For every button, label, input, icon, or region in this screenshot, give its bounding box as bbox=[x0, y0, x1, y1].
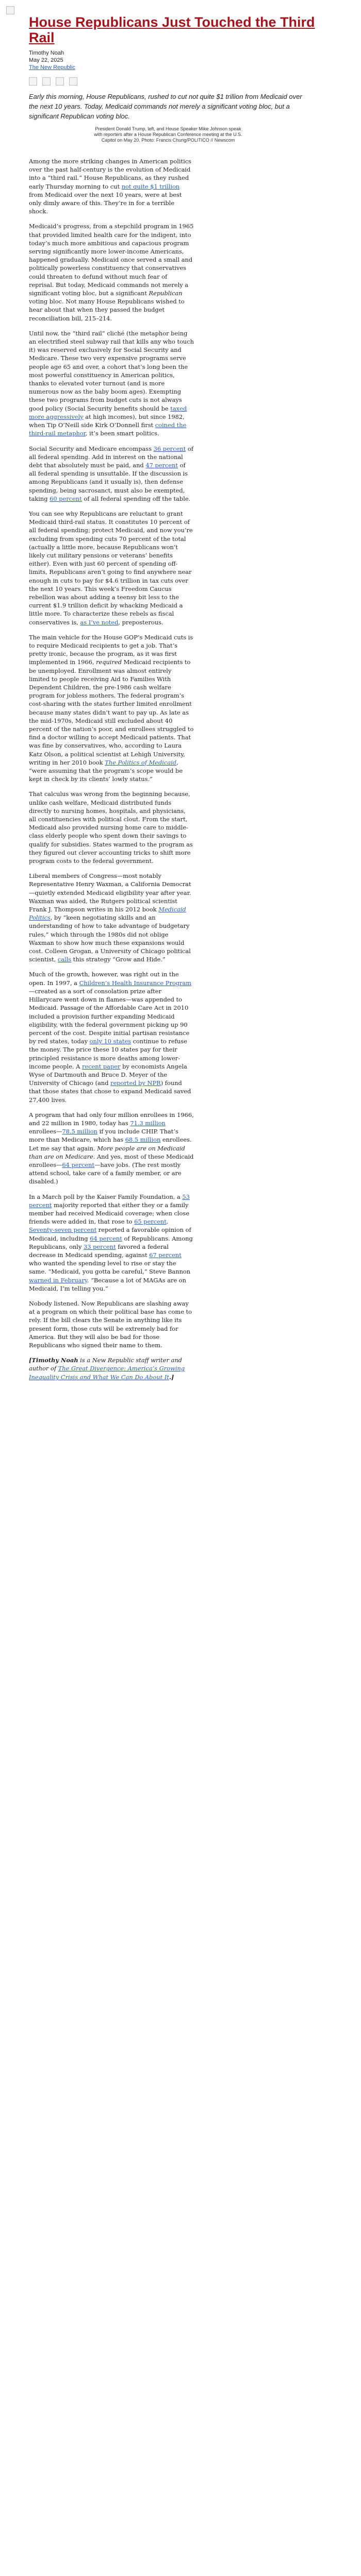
article-title[interactable]: House Republicans Just Touched the Third Rail bbox=[29, 14, 315, 45]
text-run: New Republic bbox=[92, 1357, 134, 1364]
text-run: A program that had only four million enrollees in 1966, and 22 million in 1980, today has bbox=[29, 1111, 194, 1127]
text-run: [Timothy Noah bbox=[29, 1357, 78, 1364]
text-run: The main vehicle for the House GOP’s Medicaid cuts is to require Medicaid recipients to get a job. That’s pretty ironic, because the program, as it was first implemented in 1966, bbox=[29, 633, 193, 666]
article-header bbox=[29, 14, 338, 143]
inline-link[interactable]: calls bbox=[57, 956, 72, 963]
share-twitter-icon[interactable] bbox=[42, 77, 51, 86]
text-run: favored a federal decrease in Medicaid spending, against bbox=[29, 1243, 169, 1259]
inline-link[interactable]: 71.3 million bbox=[130, 1119, 166, 1127]
inline-link[interactable]: recent paper bbox=[82, 1062, 121, 1070]
inline-link[interactable]: taxed more aggressively bbox=[29, 404, 187, 420]
share-icons bbox=[29, 77, 338, 86]
text-run: majority reported that either they or a family member had received Medicaid coverage; when close friends were added in, that rose to bbox=[29, 1201, 189, 1226]
article-paragraph bbox=[29, 790, 194, 865]
text-run: More people are on Medicaid than are on Medicare bbox=[29, 1144, 185, 1160]
text-run: Much of the growth, however, was right out in the open. In 1997, a bbox=[29, 971, 179, 987]
article-paragraph bbox=[29, 872, 194, 963]
text-run: In a March poll by the Kaiser Family Foundation, a bbox=[29, 1193, 183, 1200]
inline-link[interactable]: 47 percent bbox=[145, 461, 178, 469]
text-run: . “Because a lot of MAGAs are on Medicaid, I’m telling you.” bbox=[29, 1276, 186, 1292]
text-run: Medicaid recipients to be unemployed. Enrollment was almost entirely limited to people receiving Aid to Families With Dependent Children, the pre-1986 cash welfare program for jobless mothers. The federal program’s cost-sharing with the states further limited enrollment because many states didn’t want to pay up. As late as the mid-1970s, Medicaid still excluded about 40 percent of the nation’s poor, and enrollees struggled to find a doctor willing to accept Medicaid patients. That was fine by conservatives, who, according to Laura Katz Olson, a political scientist at Lehigh University, writing in her 2010 book bbox=[29, 658, 194, 766]
text-run: Social Security and Medicare encompass bbox=[29, 445, 154, 452]
share-email-icon[interactable] bbox=[56, 77, 64, 86]
article-paragraph bbox=[29, 1299, 194, 1349]
article-paragraph bbox=[29, 329, 194, 438]
text-run: Until now, the “third rail” cliché (the metaphor being an electrified steel subway rail that kills any who touch it) was reserved exclusively for Social Security and Medicare. These two very expensive programs serve people age 65 and over, a cohort that’s long been the most powerful constituency in American politics, thanks to elevated voter turnout (and is more numerous now as the baby boom ages). Exempting these two programs from budget cuts is not always good policy (Social Security benefits should be bbox=[29, 329, 194, 412]
text-run: reported a favorable opinion of Medicaid, including bbox=[29, 1226, 191, 1242]
inline-link[interactable]: 53 percent bbox=[29, 1193, 190, 1209]
text-run: That calculus was wrong from the beginning because, unlike cash welfare, Medicaid distributed funds directly to nursing homes, hospitals, and physicians, all constituencies with political clout. From the start, Medicaid also provided nursing home care to middle-class elderly people who spent down their savings to qualify for subsidies. States warmed to the program as they figured out clever accounting tricks to shift more program costs to the federal government. bbox=[29, 790, 193, 865]
inline-link[interactable]: warned in February bbox=[29, 1276, 87, 1284]
share-link-icon[interactable] bbox=[69, 77, 77, 86]
inline-link[interactable]: reported by NPR bbox=[110, 1079, 161, 1087]
text-run: of all federal spending off the table. bbox=[81, 495, 191, 502]
text-run: of all federal spending. Add in interest on the national debt that absolutely must be paid, and bbox=[29, 445, 193, 469]
article-paragraph bbox=[29, 157, 194, 215]
inline-link[interactable]: not quite $1 trillion bbox=[121, 182, 180, 190]
author-name: Timothy Noah bbox=[29, 50, 64, 56]
inline-link[interactable]: coined the third-rail metaphor bbox=[29, 421, 187, 437]
inline-link[interactable]: only 10 states bbox=[89, 1038, 132, 1045]
article-paragraph bbox=[29, 222, 194, 322]
text-run: —created as a sort of consolation prize after Hillarycare went down in flames—was appended to Medicaid. Passage of the Affordable Care Act in 2010 included a provision further expanding Medicaid eligibility, with the federal government picking up 90 percent of the cost. Despite initial partisan resistance by red states, today bbox=[29, 987, 190, 1045]
text-run: if you include CHIP. That’s more than Medicare, which has bbox=[29, 1128, 178, 1144]
inline-link[interactable]: 78.5 million bbox=[62, 1128, 97, 1136]
publication-link[interactable]: The New Republic bbox=[29, 64, 75, 71]
inline-link[interactable]: 36 percent bbox=[153, 445, 186, 452]
text-run: Medicaid’s progress, from a stepchild program in 1965 that provided limited health care for the indigent, into today’s much more ambitious and capacious program serving significantly more lower-income Americans, happened gradually. Medicaid once served a small and politically powerless constituency that conservatives could threaten to defund without much fear of reprisal. But today, Medicaid commands not merely a significant voting bloc, but a significant bbox=[29, 223, 194, 297]
photo-caption: President Donald Trump, left, and House Speaker Mike Johnson speak with reporters after a House Republican Conference meeting at the U.S. Capitol on May 20. Photo: Francis Chung/POLITICO // Newscom bbox=[94, 126, 242, 143]
inline-link[interactable]: 67 percent bbox=[149, 1251, 182, 1259]
text-run: Nobody listened. Now Republicans are slashing away at a program on which their political base has come to rely. If the bill clears the Senate in anything like its present form, those cuts will be extremely bad for America. But they will also be bad for those Republicans who signed their name to them. bbox=[29, 1300, 192, 1349]
text-run: ) found that those states that chose to expand Medicaid saved 27,400 lives. bbox=[29, 1079, 191, 1104]
inline-link[interactable]: 65 percent bbox=[134, 1218, 167, 1226]
text-run: continue to refuse the money. The price these 10 states pay for their principled resistance is more deaths among lower-income people. A bbox=[29, 1038, 187, 1070]
text-run: this strategy “Grow and Hide.” bbox=[71, 956, 166, 963]
text-run: of Republicans. Among Republicans, only bbox=[29, 1234, 193, 1250]
text-run: . bbox=[166, 1218, 169, 1226]
publish-date: May 22, 2025 bbox=[29, 57, 63, 63]
text-run: required bbox=[96, 658, 122, 666]
article-paragraph bbox=[29, 1111, 194, 1186]
article-paragraph bbox=[29, 970, 194, 1104]
inline-link[interactable]: 64 percent bbox=[62, 1161, 95, 1168]
text-run: voting bloc. Not many House Republicans wished to hear about that when they passed the budget reconciliation bill, 215–214. bbox=[29, 298, 185, 322]
inline-link[interactable]: 68.5 million bbox=[125, 1136, 161, 1144]
text-run: enrollees— bbox=[29, 1128, 62, 1136]
text-run: Republican bbox=[149, 290, 183, 297]
author-bio bbox=[29, 1356, 194, 1381]
text-run: of all federal spending is unsuttable. If the discussion is among Republicans (and it usually is), then defense spending, being sacrosanct, must also be exempted, taking bbox=[29, 461, 188, 502]
text-run: from Medicaid over the next 10 years, were at best only dimly aware of this. They’re in for a terrible shock. bbox=[29, 191, 182, 215]
broken-image-icon bbox=[6, 6, 14, 14]
article-paragraph bbox=[29, 1193, 194, 1293]
text-run: who wanted the spending level to rise or stay the same. “Medicaid, you gotta be careful,” Steve Bannon bbox=[29, 1260, 191, 1276]
share-facebook-icon[interactable] bbox=[29, 77, 37, 86]
text-run: is a bbox=[78, 1357, 92, 1364]
text-run: , it’s been smart politics. bbox=[85, 430, 159, 437]
text-run: staff writer and author of bbox=[29, 1357, 182, 1372]
text-run: at high incomes), but since 1982, when Tip O’Neill side Kirk O’Donnell first bbox=[29, 413, 185, 429]
article-body bbox=[29, 157, 194, 1388]
article-dek: Early this morning, House Republicans, rushed to cut not quite $1 trillion from Medicaid over the next 10 years. Today, Medicaid commands not merely a significant voting bloc, but a significant Republican voting bloc. bbox=[29, 93, 302, 120]
article-paragraph bbox=[29, 510, 194, 626]
inline-link[interactable]: 60 percent bbox=[50, 495, 82, 502]
text-run: enrollees. Let me say that again. bbox=[29, 1136, 192, 1152]
inline-link[interactable]: The Politics of Medicaid bbox=[105, 758, 177, 766]
text-run: , by “keen negotiating skills and an understanding of how to take advantage of budgetary rules,” which through the 1980s did not oblige Waxman to show how much these expansions would cost. Colleen Grogan, a University of Chicago political scientist, bbox=[29, 914, 191, 963]
inline-link[interactable]: Seventy-seven percent bbox=[29, 1226, 97, 1234]
inline-link[interactable]: 64 percent bbox=[90, 1234, 122, 1242]
text-run: by economists Angela Wyse of Dartmouth and Bruce D. Meyer of the University of Chicago (and bbox=[29, 1062, 187, 1087]
inline-link[interactable]: Medicaid Politics bbox=[29, 906, 186, 922]
inline-link[interactable]: The Great Divergence: America’s Growing Inequality Crisis and What We Can Do About It bbox=[29, 1365, 185, 1381]
inline-link[interactable]: as I’ve noted bbox=[80, 618, 119, 626]
article-paragraph bbox=[29, 445, 194, 503]
byline bbox=[29, 49, 338, 71]
inline-link[interactable]: 33 percent bbox=[84, 1243, 116, 1250]
text-run: Liberal members of Congress—most notably Representative Henry Waxman, a California Democrat—quietly extended Medicaid eligibility year after year. Waxman was aided, the Rutgers political scientist Frank J. Thompson writes in his 2012 book bbox=[29, 872, 191, 913]
text-run: , preposterous. bbox=[118, 618, 163, 626]
text-run: —have jobs. (The rest mostly attend school, take care of a family member, or are disabled.) bbox=[29, 1161, 182, 1185]
text-run: .] bbox=[169, 1373, 174, 1381]
inline-link[interactable]: Children’s Health Insurance Program bbox=[79, 979, 192, 987]
article-paragraph bbox=[29, 633, 194, 784]
text-run: Among the more striking changes in American politics over the past half-century is the evolution of Medicaid into a “third rail.” House Republicans, as they rushed early Thursday morning to cut bbox=[29, 158, 191, 190]
text-run: . And yes, most of these Medicaid enrollees— bbox=[29, 1153, 194, 1168]
text-run: , “were assuming that the program’s scope would be kept in check by its clients’ lowly status.” bbox=[29, 758, 183, 783]
text-run: You can see why Republicans are reluctant to grant Medicaid third-rail status. It constitutes 10 percent of all federal spending; protect Medicaid, and now you’re excluding from spending cuts 70 percent of the total (actually a little more, because Republicans won’t likely cut military pensions or veterans’ benefits either). Even with just 60 percent of spending off-limits, Republicans aren’t going to find anywhere near enough in cuts to pay for $4.6 trillion in tax cuts over the next 10 years. This week’s Freedom Caucus rebellion was about adding a teensy bit less to the current $1.9 trillion deficit by whacking Medicaid a little more. To characterize these rebels as fiscal conservatives is, bbox=[29, 510, 193, 626]
